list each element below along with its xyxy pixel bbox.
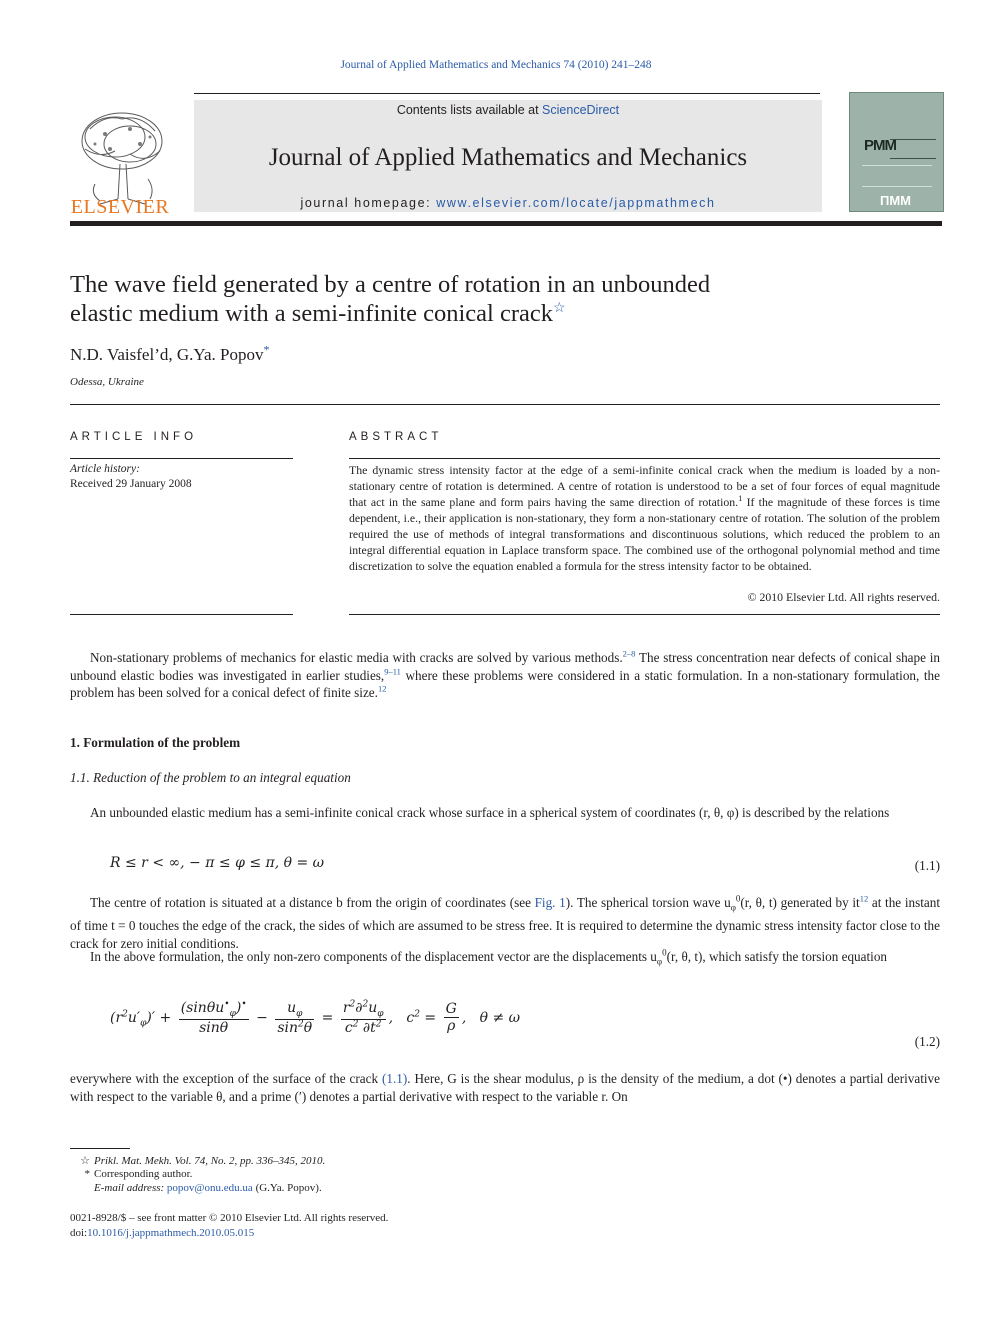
title-rule [70,404,940,405]
corresponding-author-mark[interactable]: * [263,342,270,357]
equation-1-1-link[interactable]: (1.1) [381,1071,408,1086]
footnote-1: ☆ Prikl. Mat. Mekh. Vol. 74, No. 2, pp. 336–345, 2010. [80,1155,326,1167]
ref-12-inline[interactable]: 12 [859,893,869,904]
section-paragraph-4: everywhere with the exception of the surface of the crack (1.1). Here, G is the shear modulus, ρ is the density of the medium, a dot (•) denotes a partial derivative with respect to the variable θ, and a prime (′) denotes a partial derivative with respect to the variable r. On [70,1071,940,1104]
intro-paragraph: Non-stationary problems of mechanics for elastic media with cracks are solved by various methods.$^{2-8}$ The stress concentration near defects of conical shape in unbound elastic bodies was investigated in earlier studies,$^{9-11}$ where these problems were considered in a static formulation. In a non-stationary formulation, the problem has been solved for a conical defect of finite size.$^{12}$ [70,648,940,700]
footnote-corresponding: * Corresponding author. [84,1168,193,1180]
footnote-email: E-mail address: popov@onu.edu.ua (G.Ya. Popov). [94,1182,322,1194]
header-bottom-rule [70,221,942,226]
article-history: Article history: Received 29 January 2008 [70,463,192,490]
abstract-copyright: © 2010 Elsevier Ltd. All rights reserved. [747,590,940,604]
equation-1-1: R ≤ r < ∞, − π ≤ φ ≤ π, θ = ω [110,855,325,871]
section-paragraph-1: An unbounded elastic medium has a semi-infinite conical crack whose surface in a spherical system of coordinates (r, θ, φ) is described by the relations [90,805,890,820]
issn-line: 0021-8928/$ – see front matter © 2010 Elsevier Ltd. All rights reserved. [70,1212,389,1224]
cover-title: PMM [864,137,896,154]
section-1-title: 1. Formulation of the problem [70,735,241,750]
journal-cover-image [849,92,944,212]
abstract-heading: ABSTRACT [349,431,443,443]
elsevier-wordmark: ELSEVIER [70,196,170,218]
journal-header [70,92,942,220]
journal-masthead [194,100,822,212]
equation-1-1-number: (1.1) [914,858,940,873]
article-info-rule-bottom [70,614,293,615]
article-info-heading: ARTICLE INFO [70,431,198,443]
equation-1-2-number: (1.2) [914,1034,940,1049]
authors: N.D. Vaisfel’d, G.Ya. Popov* [70,342,270,364]
contents-line: Contents lists available at ScienceDirect [396,103,620,117]
ref-2-8[interactable]: 2–8 [622,648,636,659]
abstract-rule-top [349,458,940,459]
abstract-rule-bottom [349,614,940,615]
equation-1-2: $(r^2u'_\varphi)'$ + $\frac{(\sin\theta u^•_\varphi)^•}{\sin\theta}$ − $\frac{u_\varphi}{\sin^2\theta}$ = $\frac{r^2\partial^2u_\varphi}{c^2 \partial t^2}$ , $c^2$ = $\frac{G}{\rho}$ , θ ≠ ω [110,999,521,1036]
ref-9-11[interactable]: 9–11 [384,666,401,677]
email-link[interactable]: popov@onu.edu.ua [166,1182,253,1194]
article-info-rule-top [70,458,293,459]
affiliation: Odessa, Ukraine [70,376,144,388]
doi-line: doi:10.1016/j.jappmathmech.2010.05.015 [70,1227,255,1239]
subsection-1-1-title: 1.1. Reduction of the problem to an integral equation [70,770,351,785]
sciencedirect-link[interactable]: ScienceDirect [542,103,620,117]
cover-decoration-2 [862,165,932,187]
title-footnote-mark[interactable]: ☆ [553,300,566,316]
homepage-link[interactable]: www.elsevier.com/locate/jappmathmech [436,196,716,210]
footnote-rule [70,1148,130,1149]
journal-citation-link[interactable]: Journal of Applied Mathematics and Mechanics 74 (2010) 241–248 [340,59,652,71]
cover-decoration [890,139,936,159]
doi-link[interactable]: 10.1016/j.jappmathmech.2010.05.015 [87,1227,255,1239]
journal-homepage: journal homepage: www.elsevier.com/locate/jappmathmech [300,196,716,210]
figure-1-link[interactable]: Fig. 1 [534,895,566,910]
cover-bottom-title: ПММ [880,193,912,208]
abstract-text: The dynamic stress intensity factor at the edge of a semi-infinite conical crack when the medium is loaded by a non-stationary centre of rotation is determined. A centre of rotation is understood to be a set of four forces of equal magnitude that act in the same plane and form pairs having the same direction of rotation.$^1$ If the magnitude of these forces is time dependent, i.e., their application is non-stationary, they form a non-stationary centre of rotation. The solution of the problem required the use of methods of integral transformations and discontinuous solutions, which reduced the problem to an integral differential equation in Laplace transform space. The combined use of the orthogonal polynomial method and time discretization to solve the equation enabled a formula for the stress intensity factor to be obtained. [349,463,940,573]
article-title: The wave field generated by a centre of rotation in an unbounded elastic medium with a semi-infinite conical crack☆ [70,271,711,327]
ref-12[interactable]: 12 [377,683,387,694]
section-paragraph-3: In the above formulation, the only non-zero components of the displacement vector are the displacements $u_\varphi^0(r$, θ, t), which satisfy the torsion equation [90,947,888,967]
section-paragraph-2: The centre of rotation is situated at a distance b from the origin of coordinates (see Fig. 1). The spherical torsion wave $u_\varphi^0(r$, θ, t) generated by $it^{12}$ at the instant of time t = 0 touches the edge of the crack, the sides of which are assumed to be stress free. It is required to determine the dynamic stress intensity factor close to the crack for zero initial conditions. [70,893,940,951]
journal-name: Journal of Applied Mathematics and Mechanics [268,144,748,171]
